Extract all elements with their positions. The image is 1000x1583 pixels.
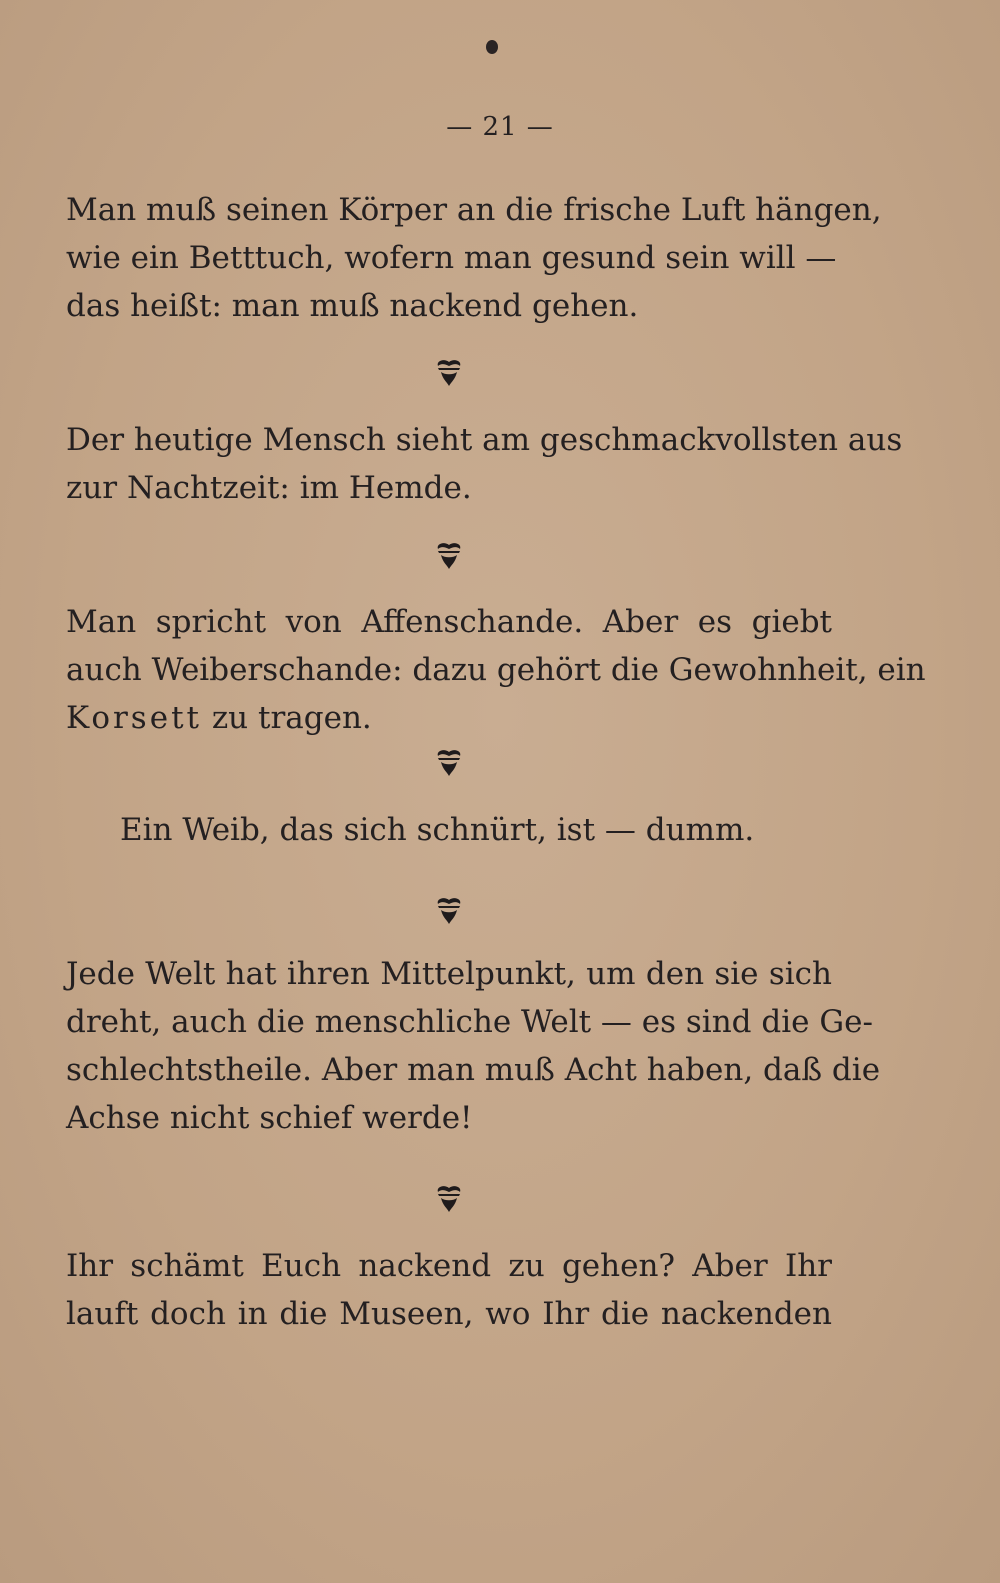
paragraph-2 (66, 416, 903, 512)
paragraph-5 (66, 950, 881, 1142)
text-line: Jede Welt hat ihren Mittelpunkt, um den sie sich (66, 956, 832, 992)
paragraph-1 (66, 186, 882, 330)
fleuron-icon (432, 748, 466, 778)
text-line: Ihr schämt Euch nackend zu gehen? Aber Ihr (66, 1248, 832, 1284)
spaced-word: Korsett (66, 700, 202, 736)
fleuron-icon (432, 358, 466, 388)
page-number: — 21 — (446, 112, 554, 142)
text-line: das heißt: man muß nackend gehen. (66, 288, 639, 324)
text-line: Ein Weib, das sich schnürt, ist — dumm. (120, 812, 755, 848)
text-line: auch Weiberschande: dazu gehört die Gewohnheit, ein (66, 652, 926, 688)
fleuron-icon (432, 896, 466, 926)
fleuron-icon (432, 1184, 466, 1214)
text-line: Achse nicht schief werde! (66, 1100, 473, 1136)
ink-dot (486, 40, 498, 54)
text-line: dreht, auch die menschliche Welt — es sind die Ge- (66, 1004, 873, 1040)
text-line: zur Nachtzeit: im Hemde. (66, 470, 472, 506)
fleuron-icon (432, 541, 466, 571)
text-line (66, 694, 832, 742)
paragraph-3 (66, 598, 926, 742)
text-line: Man muß seinen Körper an die frische Luft hängen, (66, 192, 882, 228)
text-line: Der heutige Mensch sieht am geschmackvollsten aus (66, 422, 903, 458)
text-line: lauft doch in die Museen, wo Ihr die nackenden (66, 1296, 832, 1332)
text-line: wie ein Betttuch, wofern man gesund sein will — (66, 240, 837, 276)
text-fragment: zu tragen. (201, 700, 372, 736)
text-line: Man spricht von Affenschande. Aber es giebt (66, 604, 832, 640)
paragraph-6 (66, 1242, 832, 1338)
paragraph-4 (66, 806, 832, 854)
text-line: schlechtstheile. Aber man muß Acht haben, daß die (66, 1052, 881, 1088)
